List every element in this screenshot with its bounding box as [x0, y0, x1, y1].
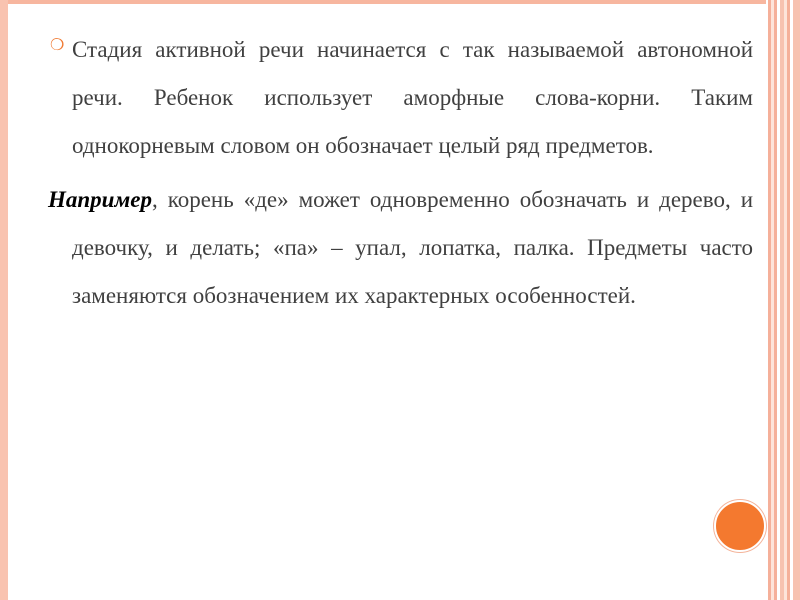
- slide-content: [48, 26, 753, 320]
- circle-bullet-icon: ❍: [50, 37, 65, 54]
- orange-circle-icon: [714, 500, 766, 552]
- slide-top-border: [0, 0, 800, 4]
- paragraph-2-text: , корень «де» может одновременно обозначать и дерево, и девочку, и делать; «па» – упал, лопатка, палка. Предметы часто заменяются обозначением их характерных особенностей.: [72, 187, 753, 308]
- decorative-stripes: [766, 0, 800, 600]
- slide-left-border: [0, 0, 8, 600]
- example-emphasis: Например: [48, 187, 152, 212]
- paragraph-1-text: Стадия активной речи начинается с так называемой автономной речи. Ребенок использует аморфные слова-корни. Таким однокорневым словом он обозначает целый ряд предметов.: [72, 37, 753, 158]
- bullet-paragraph: [48, 26, 753, 170]
- example-paragraph: [48, 176, 753, 320]
